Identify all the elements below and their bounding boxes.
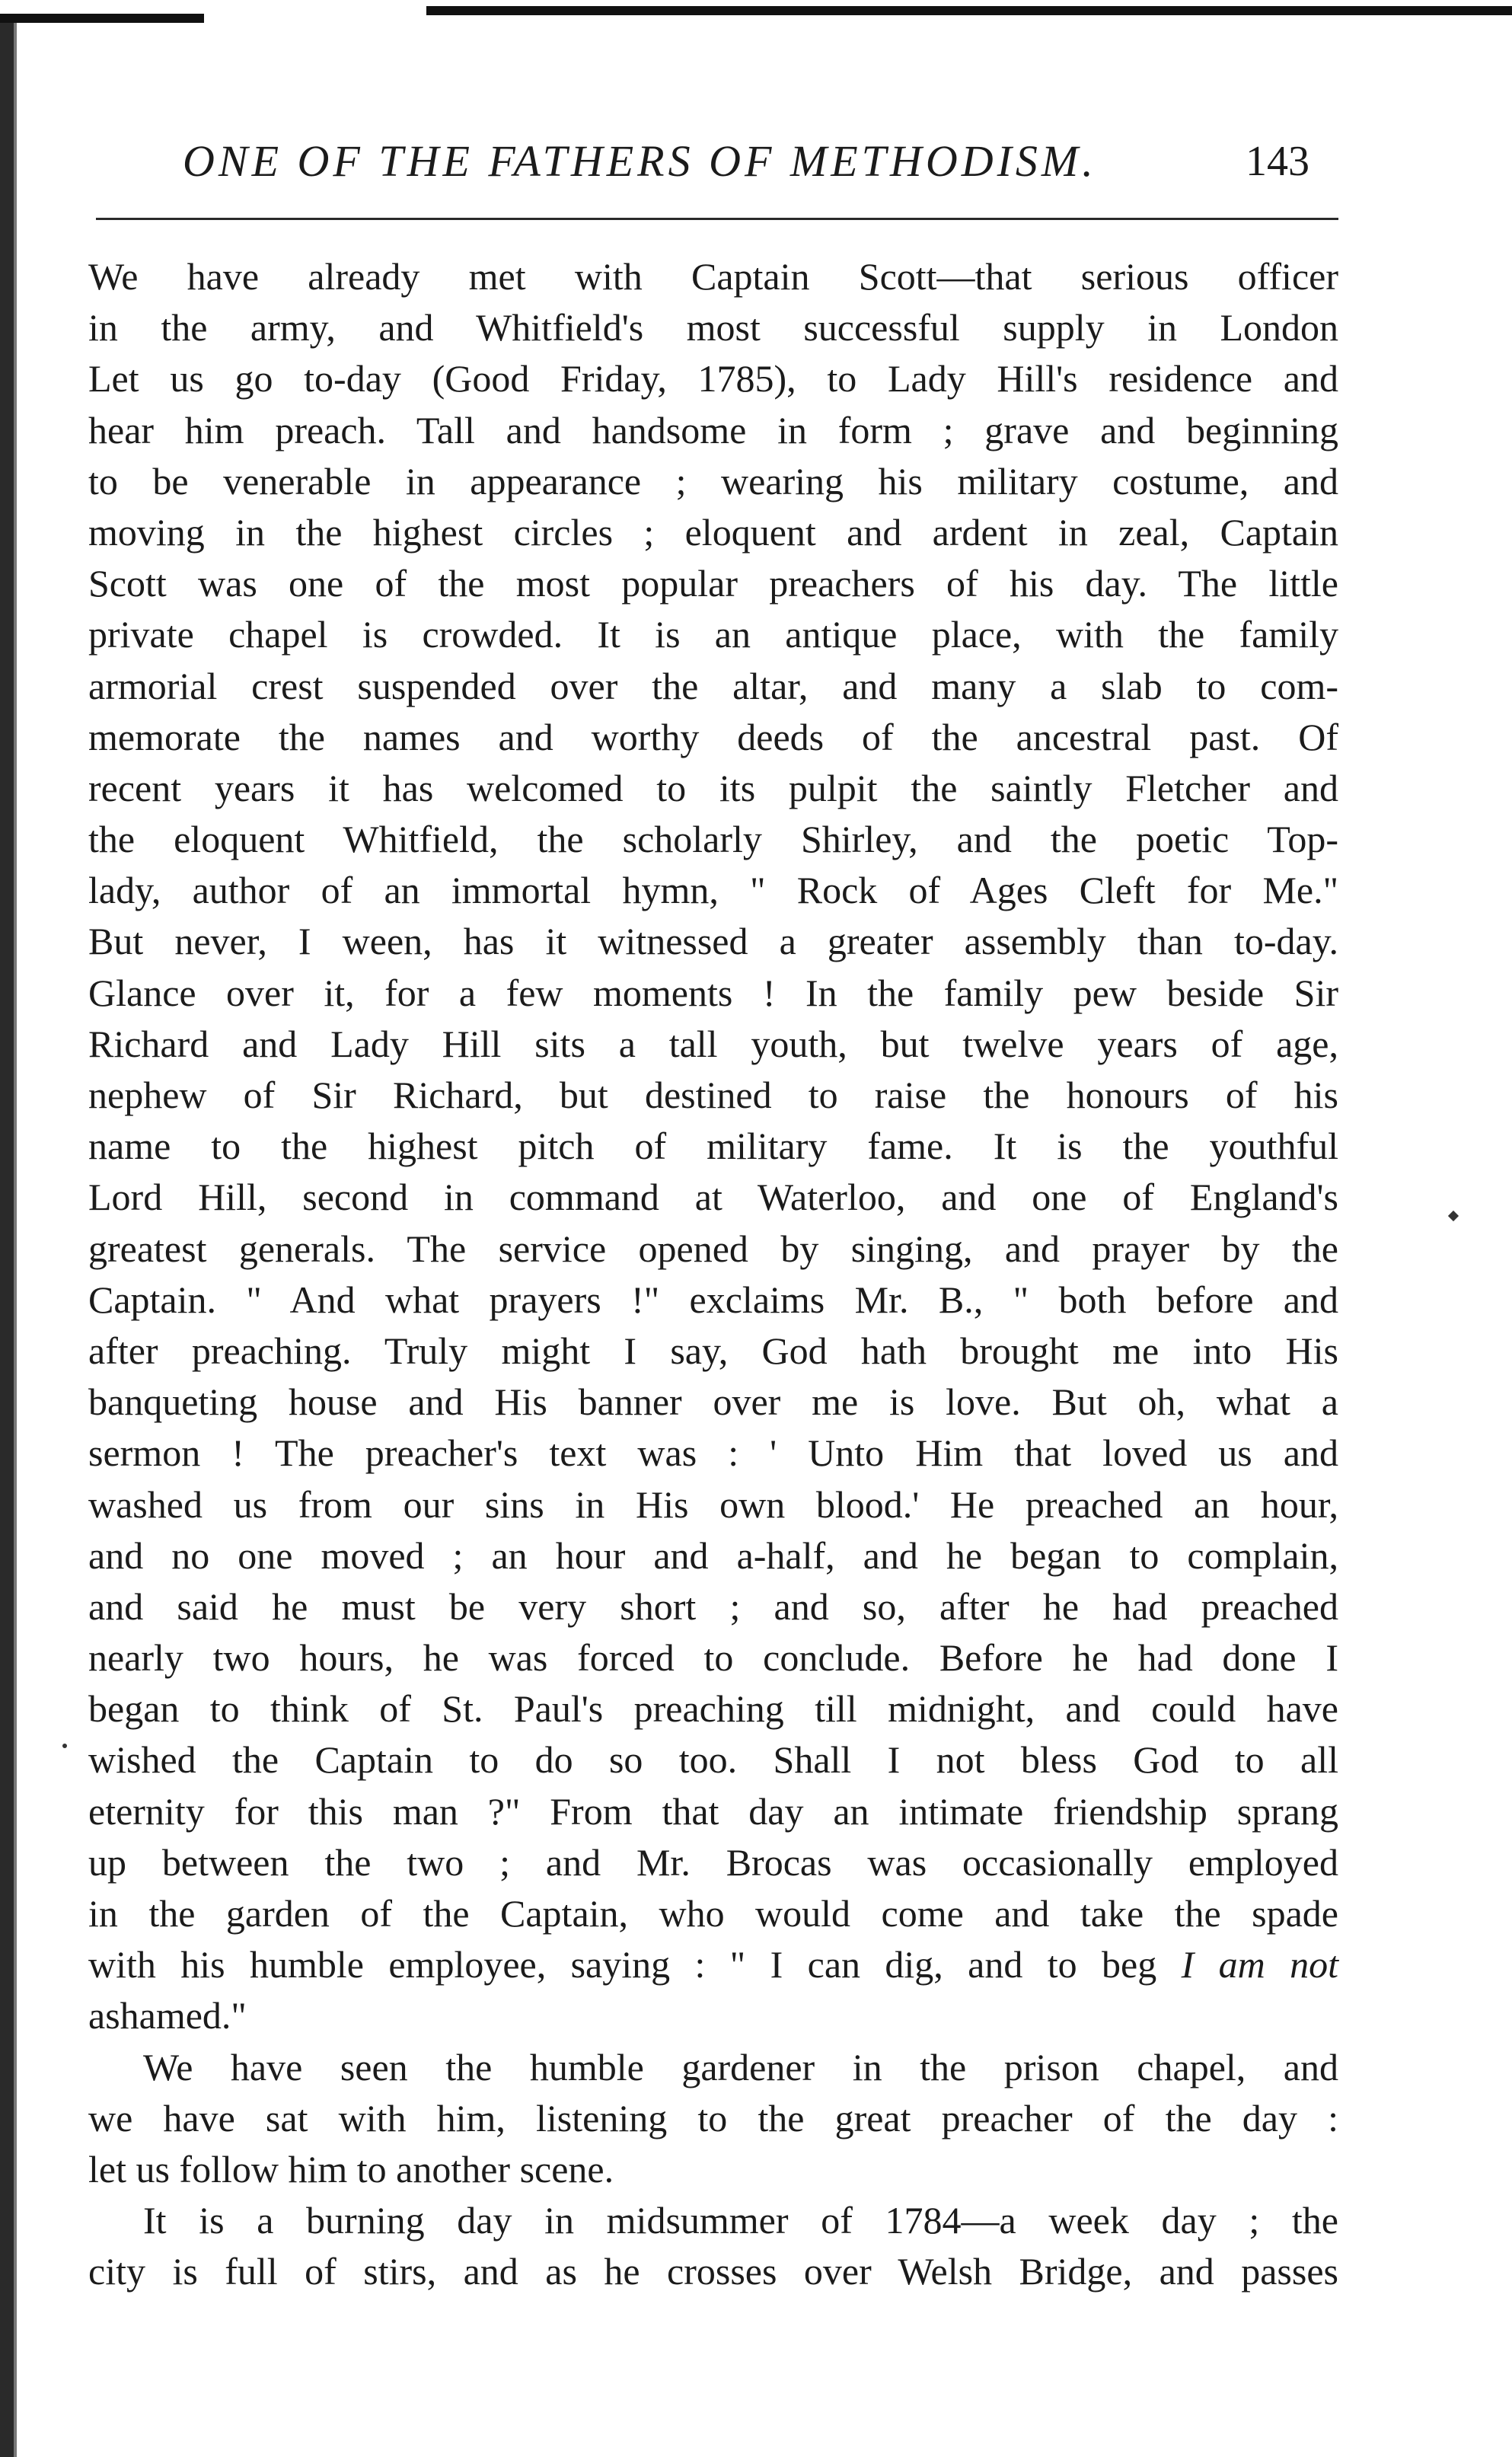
text-line: moving in the highest circles ; eloquent and ardent in zeal, Captain [88, 510, 1338, 554]
text-line: greatest generals. The service opened by singing, and prayer by the [88, 1227, 1338, 1270]
text-line: eternity for this man ?" From that day an intimate friendship sprang [88, 1789, 1338, 1833]
text-line: city is full of stirs, and as he crosses over Welsh Bridge, and passes [88, 2250, 1338, 2293]
text-line: We have already met with Captain Scott—that serious officer [88, 255, 1338, 298]
text-line: let us follow him to another scene. [88, 2147, 614, 2191]
text-line: Lord Hill, second in command at Waterloo, and one of England's [88, 1176, 1338, 1219]
italic-phrase: I am not [1181, 1943, 1339, 1986]
text-line: wished the Captain to do so too. Shall I not bless God to all [88, 1738, 1338, 1782]
margin-mark [1448, 1211, 1459, 1221]
text-line: private chapel is crowded. It is an antique place, with the family [88, 613, 1338, 656]
text-line: we have sat with him, listening to the great preacher of the day : [88, 2096, 1338, 2140]
text-line: Richard and Lady Hill sits a tall youth, but twelve years of age, [88, 1022, 1338, 1065]
text-line: Captain. " And what prayers !" exclaims Mr. B., " both before and [88, 1278, 1338, 1321]
text-line: to be venerable in appearance ; wearing his military costume, and [88, 459, 1338, 503]
text-line: nearly two hours, he was forced to conclude. Before he had done I [88, 1636, 1338, 1680]
text-line-start: with his humble employee, saying : " I can dig, and to beg [88, 1943, 1182, 1986]
text-line: in the army, and Whitfield's most successful supply in London [88, 306, 1338, 349]
text-line: name to the highest pitch of military fame. It is the youthful [88, 1125, 1338, 1168]
running-title: ONE OF THE FATHERS OF METHODISM. [183, 136, 1097, 186]
text-line: and said he must be very short ; and so, after he had preached [88, 1584, 1338, 1628]
text-line: sermon ! The preacher's text was : ' Unto Him that loved us and [88, 1431, 1338, 1475]
page-number: 143 [1246, 138, 1309, 185]
text-line-with-italic [88, 1939, 1338, 1990]
header-rule [96, 218, 1338, 220]
text-line: Let us go to-day (Good Friday, 1785), to Lady Hill's residence and [88, 357, 1338, 400]
text-line: banqueting house and His banner over me is love. But oh, what a [88, 1380, 1338, 1424]
paragraph-first-line: We have seen the humble gardener in the prison chapel, and [143, 2045, 1338, 2088]
page-binding-edge [0, 23, 23, 2457]
text-line: But never, I ween, has it witnessed a greater assembly than to-day. [88, 920, 1338, 963]
text-line: hear him preach. Tall and handsome in form ; grave and beginning [88, 408, 1338, 452]
text-line: memorate the names and worthy deeds of the ancestral past. Of [88, 715, 1338, 758]
text-line: up between the two ; and Mr. Brocas was occasionally employed [88, 1840, 1338, 1884]
text-line: recent years it has welcomed to its pulpit the saintly Fletcher and [88, 766, 1338, 809]
text-line: Scott was one of the most popular preachers of his day. The little [88, 562, 1338, 605]
text-line: in the garden of the Captain, who would come and take the spade [88, 1892, 1338, 1935]
body-text [88, 251, 1338, 2298]
text-line: Glance over it, for a few moments ! In the family pew beside Sir [88, 971, 1338, 1014]
margin-dot [62, 1744, 67, 1748]
top-edge-rule-left [0, 14, 204, 23]
text-line: lady, author of an immortal hymn, " Rock of Ages Cleft for Me." [88, 869, 1338, 912]
text-line: the eloquent Whitfield, the scholarly Shirley, and the poetic Top- [88, 818, 1338, 861]
text-line: washed us from our sins in His own blood.' He preached an hour, [88, 1482, 1338, 1526]
paragraph-first-line: It is a burning day in midsummer of 1784—a week day ; the [143, 2199, 1338, 2242]
top-edge-rule-right [426, 6, 1512, 15]
text-line: armorial crest suspended over the altar, and many a slab to com- [88, 664, 1338, 707]
text-line: ashamed." [88, 1994, 247, 2037]
text-line: after preaching. Truly might I say, God hath brought me into His [88, 1329, 1338, 1372]
text-line: began to think of St. Paul's preaching till midnight, and could have [88, 1687, 1338, 1731]
text-line: nephew of Sir Richard, but destined to raise the honours of his [88, 1074, 1338, 1116]
text-line: and no one moved ; an hour and a-half, and he began to complain, [88, 1533, 1338, 1577]
